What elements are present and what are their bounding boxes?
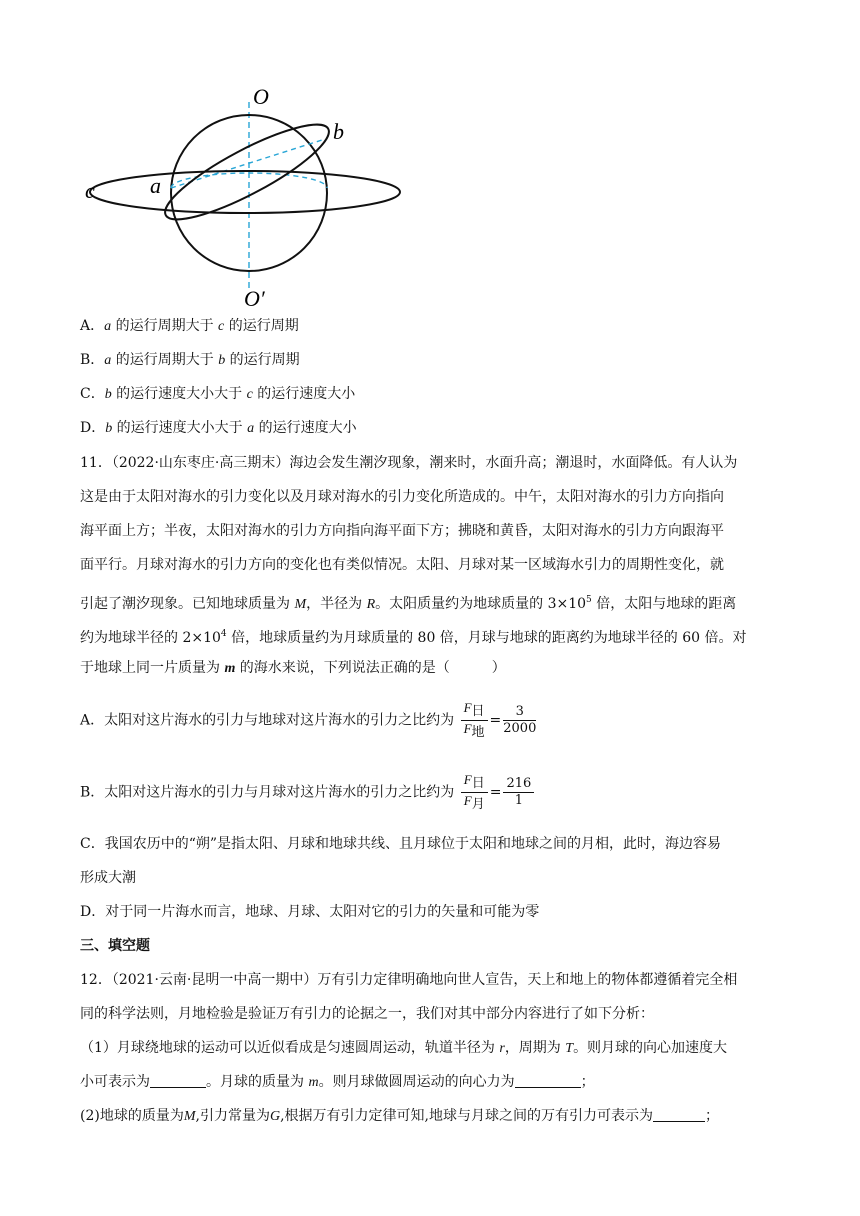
q12-part-1-line-2: 小可表示为 。月球的质量为 m。则月球做圆周运动的向心力为 ；	[80, 1074, 595, 1090]
orbit-c	[90, 171, 400, 213]
q12-line-2: 同的科学法则，月地检验是验证万有引力的论据之一，我们对其中部分内容进行了如下分析：	[80, 1006, 654, 1022]
label-b: b	[333, 119, 344, 144]
q11-line-2: 这是由于太阳对海水的引力变化以及月球对海水的引力变化所造成的。中午，太阳对海水的引力方向指向	[80, 489, 724, 505]
q10-option-a: A．a 的运行周期大于 c 的运行周期	[80, 318, 299, 334]
label-a: a	[150, 173, 161, 198]
q11-line-6: 约为地球半径的 $2\times 10^4$ 倍，地球质量约为月球质量的 80 倍，月球与地球的距离约为地球半径的 60 倍。对	[80, 629, 747, 646]
q10-option-d: D．b 的运行速度大小大于 a 的运行速度大小	[80, 420, 357, 436]
label-O: O	[253, 84, 269, 109]
q12-part-1-line-1: （1）月球绕地球的运动可以近似看成是匀速圆周运动，轨道半径为 r，周期为 T。则月球的向心加速度大	[80, 1040, 728, 1056]
q12-line-1: 12．（2021·云南·昆明一中高一期中）万有引力定律明确地向世人宣告，天上和地上的物体都遵循着完全相	[80, 972, 738, 988]
answer-blank-acceleration[interactable]	[150, 1073, 206, 1088]
q11-option-c-line-1: C．我国农历中的“朔”是指太阳、月球和地球共线、且月球位于太阳和地球之间的月相，此时，海边容易	[80, 836, 722, 852]
label-O-prime: O′	[244, 286, 265, 310]
q11-option-d: D．对于同一片海水而言，地球、月球、太阳对它的引力的矢量和可能为零	[80, 904, 540, 920]
label-c: c	[85, 178, 95, 203]
answer-blank-gravitation[interactable]	[653, 1107, 705, 1122]
q11-line-3: 海平面上方；半夜，太阳对海水的引力方向指向海平面下方；拂晓和黄昏，太阳对海水的引力方向跟海平	[80, 523, 724, 539]
q11-line-4: 面平行。月球对海水的引力方向的变化也有类似情况。太阳、月球对某一区域海水引力的周期性变化，就	[80, 557, 724, 573]
q11-line-5: 引起了潮汐现象。已知地球质量为 M，半径为 R。太阳质量约为地球质量的 $3\times 10^5$ 倍，太阳与地球的距离	[80, 595, 737, 612]
q11-option-c-line-2: 形成大潮	[80, 870, 136, 886]
section-heading: 三、填空题	[80, 938, 150, 954]
orbit-figure	[0, 0, 860, 310]
q11-line-1: 11．（2022·山东枣庄·高三期末）海边会发生潮汐现象，潮来时，水面升高；潮退时，水面降低。有人认为	[80, 455, 738, 471]
ratio-sun-moon: $\frac{\text{F日}}{\text{F月}}$	[461, 772, 488, 813]
q11-line-7: 于地球上同一片质量为 m 的海水来说，下列说法正确的是（ ）	[80, 660, 506, 676]
q11-option-b: B．太阳对这片海水的引力与月球对这片海水的引力之比约为 $\frac{\text{F日}}{\text{F月}}$ = $\frac{216}{1}$	[80, 772, 536, 813]
answer-blank-centripetal-force[interactable]	[515, 1073, 581, 1088]
q10-option-b: B．a 的运行周期大于 b 的运行周期	[80, 352, 300, 368]
q12-part-2: (2)地球的质量为M,引力常量为G,根据万有引力定律可知,地球与月球之间的万有引力可表示为 ；	[80, 1108, 719, 1124]
q11-option-a: A．太阳对这片海水的引力与地球对这片海水的引力之比约为 $\frac{\text{F日}}{\text{F地}}$ = $\frac{3}{2000}$	[80, 700, 537, 740]
q10-option-c: C．b 的运行速度大小大于 c 的运行速度大小	[80, 386, 356, 402]
ratio-sun-earth: $\frac{\text{F日}}{\text{F地}}$	[461, 700, 488, 741]
